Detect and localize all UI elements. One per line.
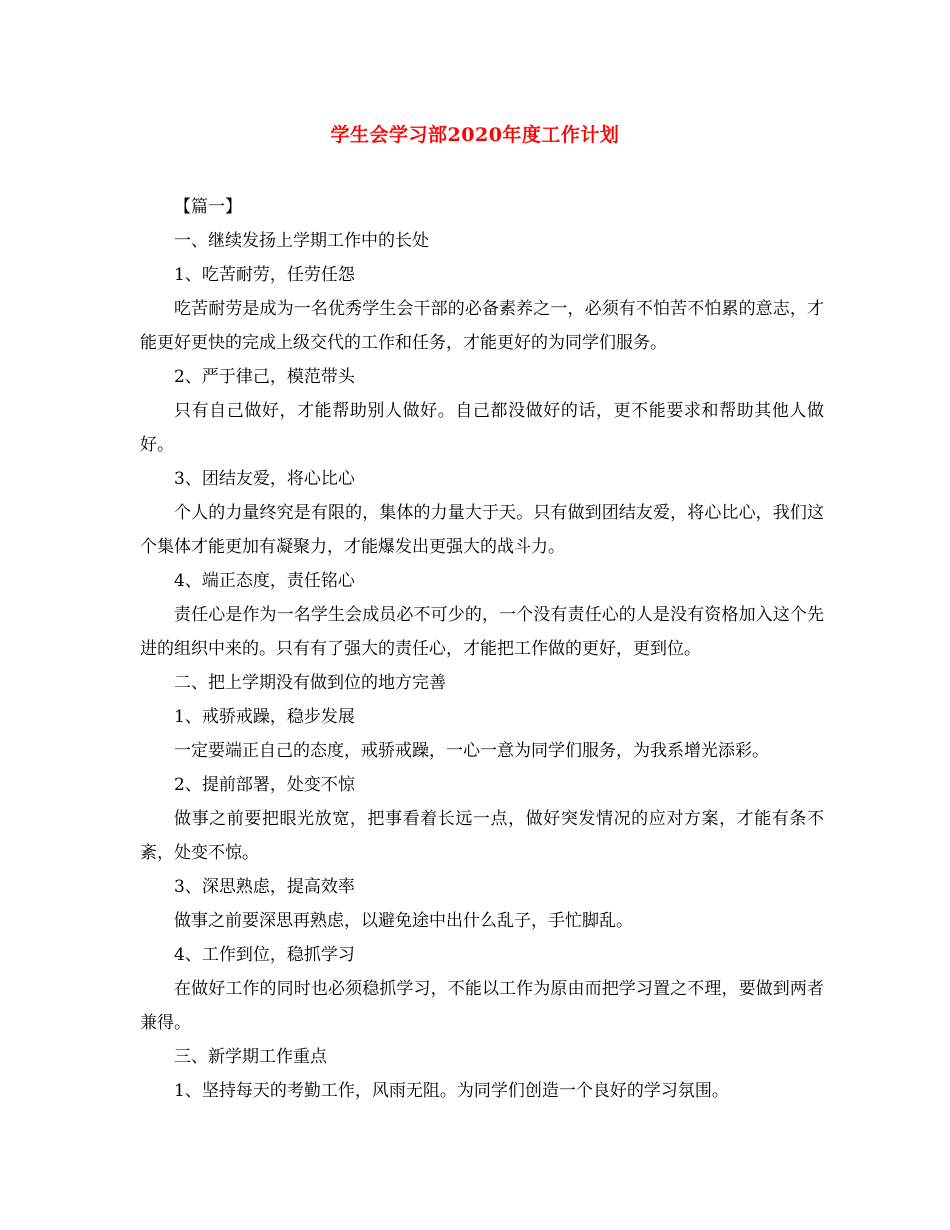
section-heading: 三、新学期工作重点 [174, 1047, 327, 1067]
subsection-heading: 4、工作到位，稳抓学习 [174, 945, 355, 965]
paragraph: 责任心是作为一名学生会成员必不可少的，一个没有责任心的人是没有资格加入这个先进的组织中来的。只有有了强大的责任心，才能把工作做的更好，更到位。 [140, 605, 824, 659]
section-marker: 【篇一】 [174, 197, 242, 217]
paragraph: 个人的力量终究是有限的，集体的力量大于天。只有做到团结友爱，将心比心，我们这个集体才能更加有凝聚力，才能爆发出更强大的战斗力。 [140, 503, 824, 557]
subsection-heading: 1、吃苦耐劳，任劳任怨 [174, 265, 355, 285]
subsection-heading: 3、深思熟虑，提高效率 [174, 877, 355, 897]
document-body [140, 190, 824, 1108]
subsection-heading: 2、提前部署，处变不惊 [174, 775, 355, 795]
subsection-heading: 4、端正态度，责任铭心 [174, 571, 355, 591]
section-heading: 二、把上学期没有做到位的地方完善 [174, 673, 446, 693]
paragraph: 做事之前要把眼光放宽，把事看着长远一点，做好突发情况的应对方案，才能有条不紊，处变不惊。 [140, 809, 824, 863]
section-heading: 一、继续发扬上学期工作中的长处 [174, 231, 429, 251]
document-title: 学生会学习部2020年度工作计划 [330, 124, 620, 146]
paragraph: 只有自己做好，才能帮助别人做好。自己都没做好的话，更不能要求和帮助其他人做好。 [140, 401, 824, 455]
subsection-heading: 3、团结友爱，将心比心 [174, 469, 355, 489]
subsection-heading: 1、戒骄戒躁，稳步发展 [174, 707, 355, 727]
paragraph: 在做好工作的同时也必须稳抓学习，不能以工作为原由而把学习置之不理，要做到两者兼得。 [140, 979, 824, 1033]
paragraph: 吃苦耐劳是成为一名优秀学生会干部的必备素养之一，必须有不怕苦不怕累的意志，才能更好更快的完成上级交代的工作和任务，才能更好的为同学们服务。 [140, 299, 824, 353]
subsection-heading: 2、严于律己，模范带头 [174, 367, 355, 387]
paragraph: 1、坚持每天的考勤工作，风雨无阻。为同学们创造一个良好的学习氛围。 [174, 1081, 729, 1101]
paragraph: 一定要端正自己的态度，戒骄戒躁，一心一意为同学们服务，为我系增光添彩。 [174, 741, 769, 761]
paragraph: 做事之前要深思再熟虑，以避免途中出什么乱子，手忙脚乱。 [174, 911, 633, 931]
